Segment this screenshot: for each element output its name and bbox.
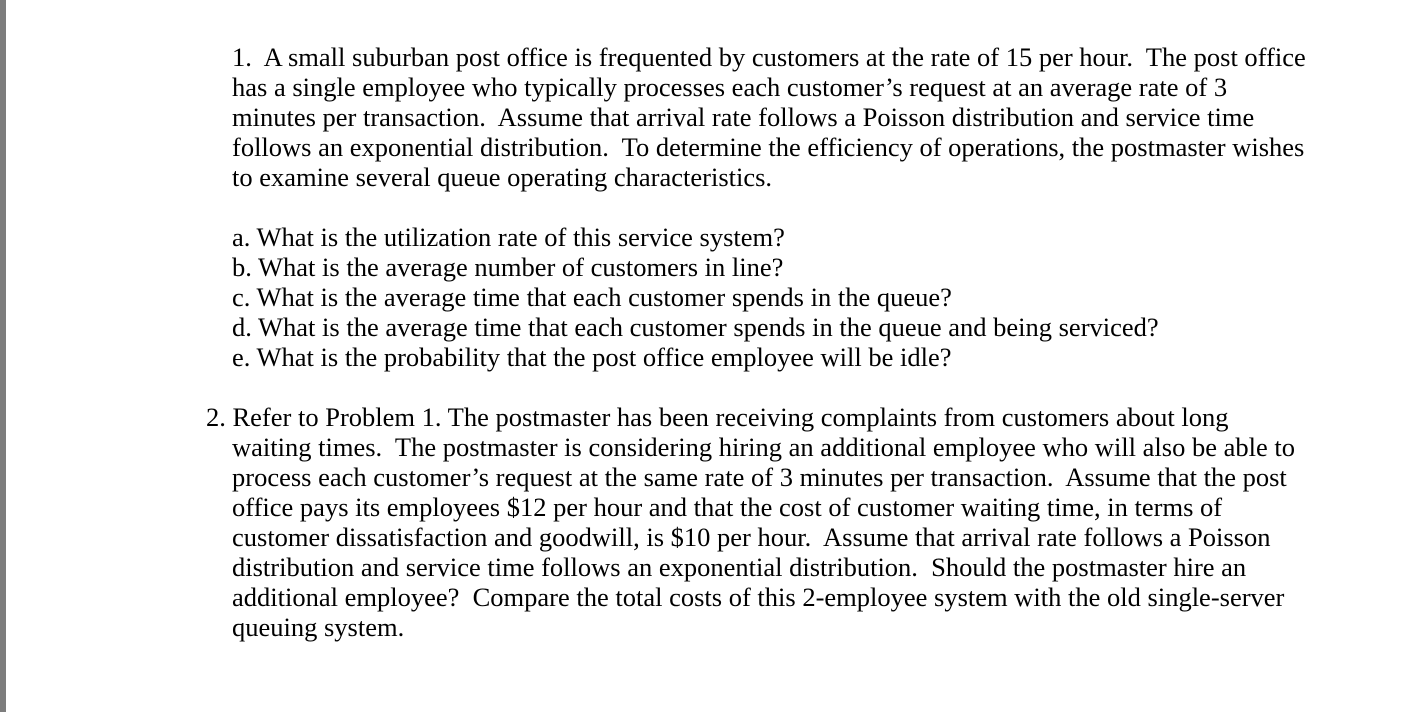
question-d: d. What is the average time that each customer spends in the queue and being serviced? xyxy=(232,312,1159,342)
question-e: e. What is the probability that the post office employee will be idle? xyxy=(232,342,952,372)
problem-2-line: additional employee? Compare the total costs of this 2-employee system with the old single-server xyxy=(232,582,1285,612)
problem-1-line: to examine several queue operating characteristics. xyxy=(232,162,773,192)
problem-1-paragraph xyxy=(232,42,1382,192)
problem-2-line: queuing system. xyxy=(232,612,405,642)
problem-1-line: 1. A small suburban post office is frequented by customers at the rate of 15 per hour. The post office xyxy=(232,42,1306,72)
problem-1-line: has a single employee who typically processes each customer’s request at an average rate of 3 xyxy=(232,72,1228,102)
left-window-border xyxy=(0,0,6,712)
problem-2-paragraph xyxy=(206,402,1386,642)
problem-1-line: minutes per transaction. Assume that arrival rate follows a Poisson distribution and service time xyxy=(232,102,1255,132)
problem-1-line: follows an exponential distribution. To determine the efficiency of operations, the postmaster wishes xyxy=(232,132,1305,162)
problem-2-line: process each customer’s request at the same rate of 3 minutes per transaction. Assume that the post xyxy=(232,462,1287,492)
question-c: c. What is the average time that each customer spends in the queue? xyxy=(232,282,952,312)
problem-1-questions-list xyxy=(232,222,1382,372)
problem-2-line: customer dissatisfaction and goodwill, is $10 per hour. Assume that arrival rate follows a Poisson xyxy=(232,522,1271,552)
problem-2-line: office pays its employees $12 per hour and that the cost of customer waiting time, in terms of xyxy=(232,492,1223,522)
problem-2-line: distribution and service time follows an exponential distribution. Should the postmaster hire an xyxy=(232,552,1247,582)
question-b: b. What is the average number of customers in line? xyxy=(232,252,784,282)
question-a: a. What is the utilization rate of this service system? xyxy=(232,222,785,252)
problem-2-line: 2. Refer to Problem 1. The postmaster has been receiving complaints from customers about long xyxy=(206,402,1229,432)
problem-2-line: waiting times. The postmaster is considering hiring an additional employee who will also be able to xyxy=(232,432,1295,462)
